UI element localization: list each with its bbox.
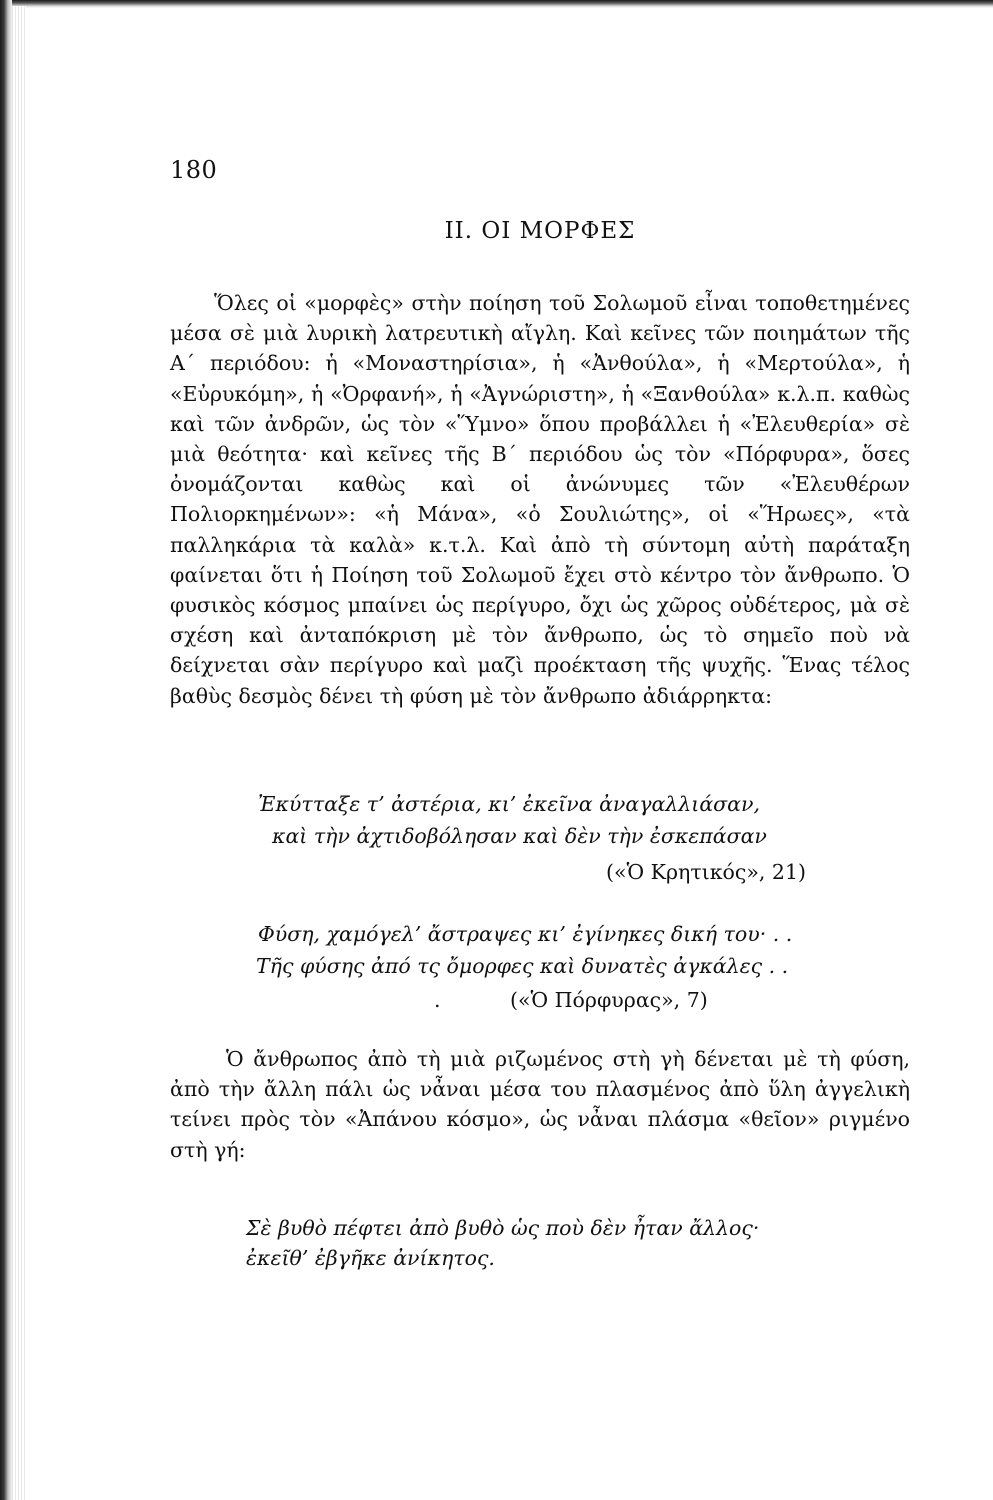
page-number: 180 bbox=[170, 156, 218, 184]
quote-2-stray-mark: . bbox=[434, 988, 441, 1012]
page-stack-edges bbox=[12, 6, 26, 1500]
quote-3-line-2: ἐκεῖθ’ ἐβγῆκε ἀνίκητος. bbox=[246, 1246, 495, 1270]
chapter-title: ΙΙ. ΟΙ ΜΟΡΦΕΣ bbox=[444, 218, 636, 244]
quote-2-line-1: Φύση, χαμόγελ’ ἄστραψες κι’ ἐγίνηκες δική του· . . bbox=[258, 922, 793, 946]
quote-2-line-2: Τῆς φύσης ἀπό τς ὄμορφες καὶ δυνατὲς ἀγκάλες . . bbox=[256, 954, 789, 978]
quote-2-citation: («Ὁ Πόρφυρας», 7) bbox=[510, 988, 708, 1012]
body-paragraph-2: Ὁ ἄνθρωπος ἀπὸ τὴ μιὰ ριζωμένος στὴ γὴ δένεται μὲ τὴ φύση, ἀπὸ τὴν ἄλλη πάλι ὡς νἆναι μέσα του πλασμένος ἀπὸ ὕλη ἀγγελικὴ τείνει πρὸς τὸν «Ἀπάνου κόσμο», ὡς νἆναι πλάσμα «θεῖον» ριγμένο στὴ γή: bbox=[170, 1047, 910, 1162]
page-left-edge bbox=[0, 0, 12, 1500]
body-paragraph-1: Ὅλες οἱ «μορφὲς» στὴν ποίηση τοῦ Σολωμοῦ εἶναι τοποθετημένες μέσα σὲ μιὰ λυρικὴ λατρευτικὴ αἴγλη. Καὶ κεῖνες τῶν ποιημάτων τῆς Α΄ περιόδου: ἡ «Μοναστηρίσια», ἡ «Ἀνθούλα», ἡ «Μερτούλα», ἡ «Εὐρυκόμη», ἡ «Ὀρφανή», ἡ «Ἀγνώριστη», ἡ «Ξανθούλα» κ.λ.π. καθὼς καὶ τῶν ἀνδρῶν, ὡς τὸν «Ὕμνο» ὅπου προβάλλει ἡ «Ἐλευθερία» σὲ μιὰ θεότητα· καὶ κεῖνες τῆς Β΄ περιόδου ὡς τὸν «Πόρφυρα», ὅσες ὀνομάζονται καθὼς καὶ οἱ ἀνώνυμες τῶν «Ἐλευθέρων Πολιορκημένων»: «ἡ Μάνα», «ὁ Σουλιώτης», οἱ «Ἥρωες», «τὰ παλληκάρια τὰ καλὰ» κ.τ.λ. Καὶ ἀπὸ τὴ σύντομη αὐτὴ παράταξη φαίνεται ὅτι ἡ Ποίηση τοῦ Σολωμοῦ ἔχει στὸ κέντρο τὸν ἄνθρωπο. Ὁ φυσικὸς κόσμος μπαίνει ὡς περίγυρο, ὄχι ὡς χῶρος οὐδέτερος, μὰ σὲ σχέση καὶ ἀνταπόκριση μὲ τὸν ἄνθρωπο, ὡς τὸ σημεῖο ποὺ νὰ δείχνεται σὰν περίγυρο καὶ μαζὶ προέκταση τῆς ψυχῆς. Ἕνας τέλος βαθὺς δεσμὸς δένει τὴ φύση μὲ τὸν ἄνθρωπο ἀδιάρρηκτα: bbox=[170, 291, 910, 708]
quote-1-line-2: καὶ τὴν ἀχτιδοβόλησαν καὶ δὲν τὴν ἐσκεπάσαν bbox=[272, 824, 767, 848]
page-top-edge bbox=[0, 0, 993, 8]
quote-3-line-1: Σὲ βυθὸ πέφτει ἀπὸ βυθὸ ὡς ποὺ δὲν ἦταν ἄλλος· bbox=[246, 1216, 760, 1240]
quote-1-citation: («Ὁ Κρητικός», 21) bbox=[606, 860, 806, 884]
quote-1-line-1: Ἐκύτταξε τ’ ἀστέρια, κι’ ἐκεῖνα ἀναγαλλιάσαν, bbox=[258, 792, 760, 816]
